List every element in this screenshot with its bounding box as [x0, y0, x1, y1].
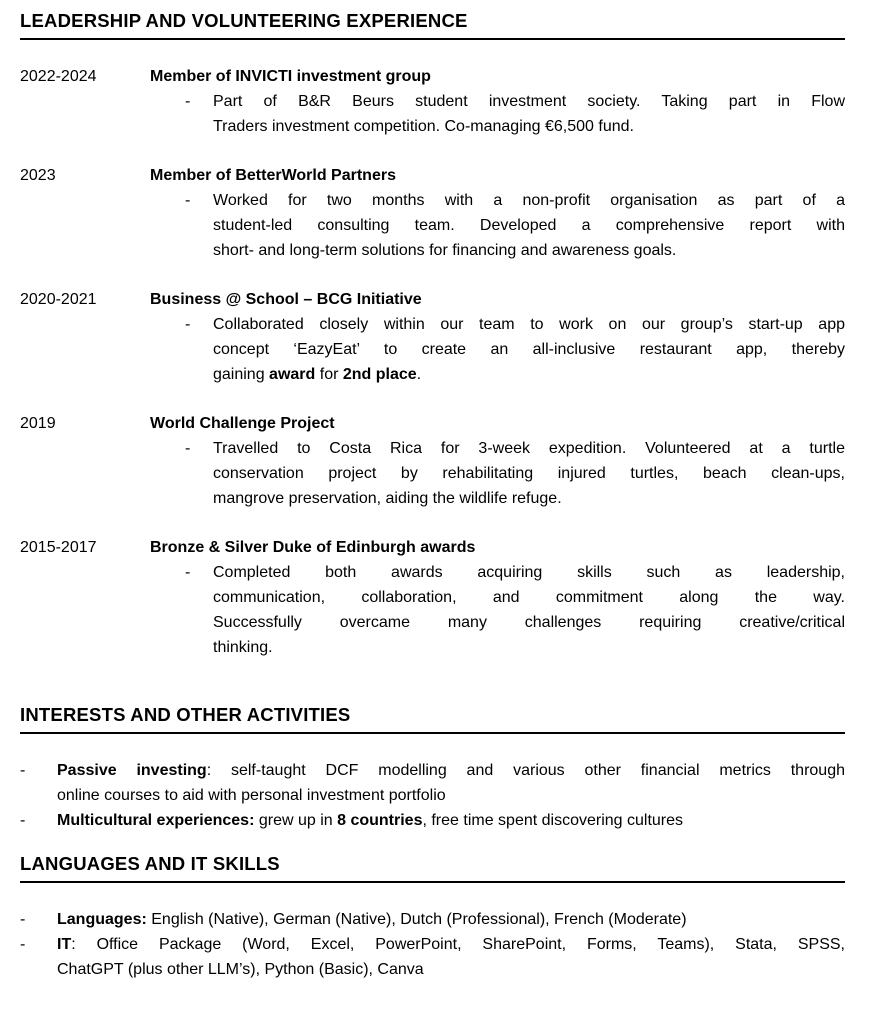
entry-body [150, 535, 845, 660]
entry-title: Business @ School – BCG Initiative [150, 291, 422, 308]
entry-title: Member of INVICTI investment group [150, 68, 431, 85]
interest-item-multicultural [20, 808, 845, 833]
bullet-line: Travelled to Costa Rica for 3-week expedition. Volunteered at a turtle [213, 440, 845, 457]
entry-invicti [20, 64, 845, 139]
bullet-line: thinking. [213, 639, 273, 656]
dash-marker: - [185, 440, 191, 457]
bullet-line: mangrove preservation, aiding the wildlife refuge. [213, 490, 562, 507]
dash-marker: - [20, 812, 26, 829]
bullet-line: conservation project by rehabilitating injured turtles, beach clean-ups, [213, 465, 845, 482]
dash-marker: - [20, 936, 26, 953]
item-line: IT: Office Package (Word, Excel, PowerPoint, SharePoint, Forms, Teams), Stata, SPSS, [57, 936, 845, 953]
bullet-line: Worked for two months with a non-profit organisation as part of a [213, 192, 845, 209]
dash-marker: - [185, 316, 191, 333]
entry-body [150, 411, 845, 511]
entry-date: 2015-2017 [20, 539, 97, 556]
entry-bullet [150, 89, 845, 139]
entry-date: 2023 [20, 167, 56, 184]
entry-title: Member of BetterWorld Partners [150, 167, 396, 184]
entry-title: World Challenge Project [150, 415, 335, 432]
entry-date: 2019 [20, 415, 56, 432]
bullet-line: Collaborated closely within our team to work on our group’s start-up app [213, 316, 845, 333]
bullet-line: Part of B&R Beurs student investment society. Taking part in Flow [213, 93, 845, 110]
section-heading-interests: INTERESTS AND OTHER ACTIVITIES [20, 704, 845, 734]
item-line: ChatGPT (plus other LLM’s), Python (Basic), Canva [57, 961, 424, 978]
skills-item-languages [20, 907, 845, 932]
item-line: online courses to aid with personal investment portfolio [57, 787, 446, 804]
bullet-line: student-led consulting team. Developed a comprehensive report with [213, 217, 845, 234]
bullet-line: gaining award for 2nd place. [213, 366, 422, 383]
dash-marker: - [185, 192, 191, 209]
item-line: Passive investing: self-taught DCF modelling and various other financial metrics through [57, 762, 845, 779]
bullet-line: Completed both awards acquiring skills such as leadership, [213, 564, 845, 581]
entry-body [150, 163, 845, 263]
bullet-line: short- and long-term solutions for financing and awareness goals. [213, 242, 677, 259]
entry-duke-of-edinburgh [20, 535, 845, 660]
skills-item-it [20, 932, 845, 982]
entry-date: 2022-2024 [20, 68, 97, 85]
entry-body [150, 64, 845, 139]
item-line: Languages: English (Native), German (Native), Dutch (Professional), French (Moderate) [57, 911, 687, 928]
section-languages [20, 853, 845, 982]
entry-world-challenge [20, 411, 845, 511]
entry-body [150, 287, 845, 387]
entry-title: Bronze & Silver Duke of Edinburgh awards [150, 539, 476, 556]
bullet-line: communication, collaboration, and commitment along the way. [213, 589, 845, 606]
entry-bullet [150, 312, 845, 387]
bullet-line: Successfully overcame many challenges requiring creative/critical [213, 614, 845, 631]
bullet-line: concept ‘EazyEat’ to create an all-inclusive restaurant app, thereby [213, 341, 845, 358]
interest-item-passive-investing [20, 758, 845, 808]
entry-bcg [20, 287, 845, 387]
section-leadership [20, 10, 845, 660]
entry-bullet [150, 188, 845, 263]
dash-marker: - [20, 762, 26, 779]
section-interests [20, 704, 845, 833]
bullet-line: Traders investment competition. Co-managing €6,500 fund. [213, 118, 634, 135]
entry-bullet [150, 436, 845, 511]
dash-marker: - [20, 911, 26, 928]
entry-betterworld [20, 163, 845, 263]
item-line: Multicultural experiences: grew up in 8 countries, free time spent discovering cultures [57, 812, 684, 829]
dash-marker: - [185, 93, 191, 110]
entry-bullet [150, 560, 845, 660]
section-heading-leadership: LEADERSHIP AND VOLUNTEERING EXPERIENCE [20, 10, 845, 40]
dash-marker: - [185, 564, 191, 581]
entry-date: 2020-2021 [20, 291, 97, 308]
section-heading-languages: LANGUAGES AND IT SKILLS [20, 853, 845, 883]
